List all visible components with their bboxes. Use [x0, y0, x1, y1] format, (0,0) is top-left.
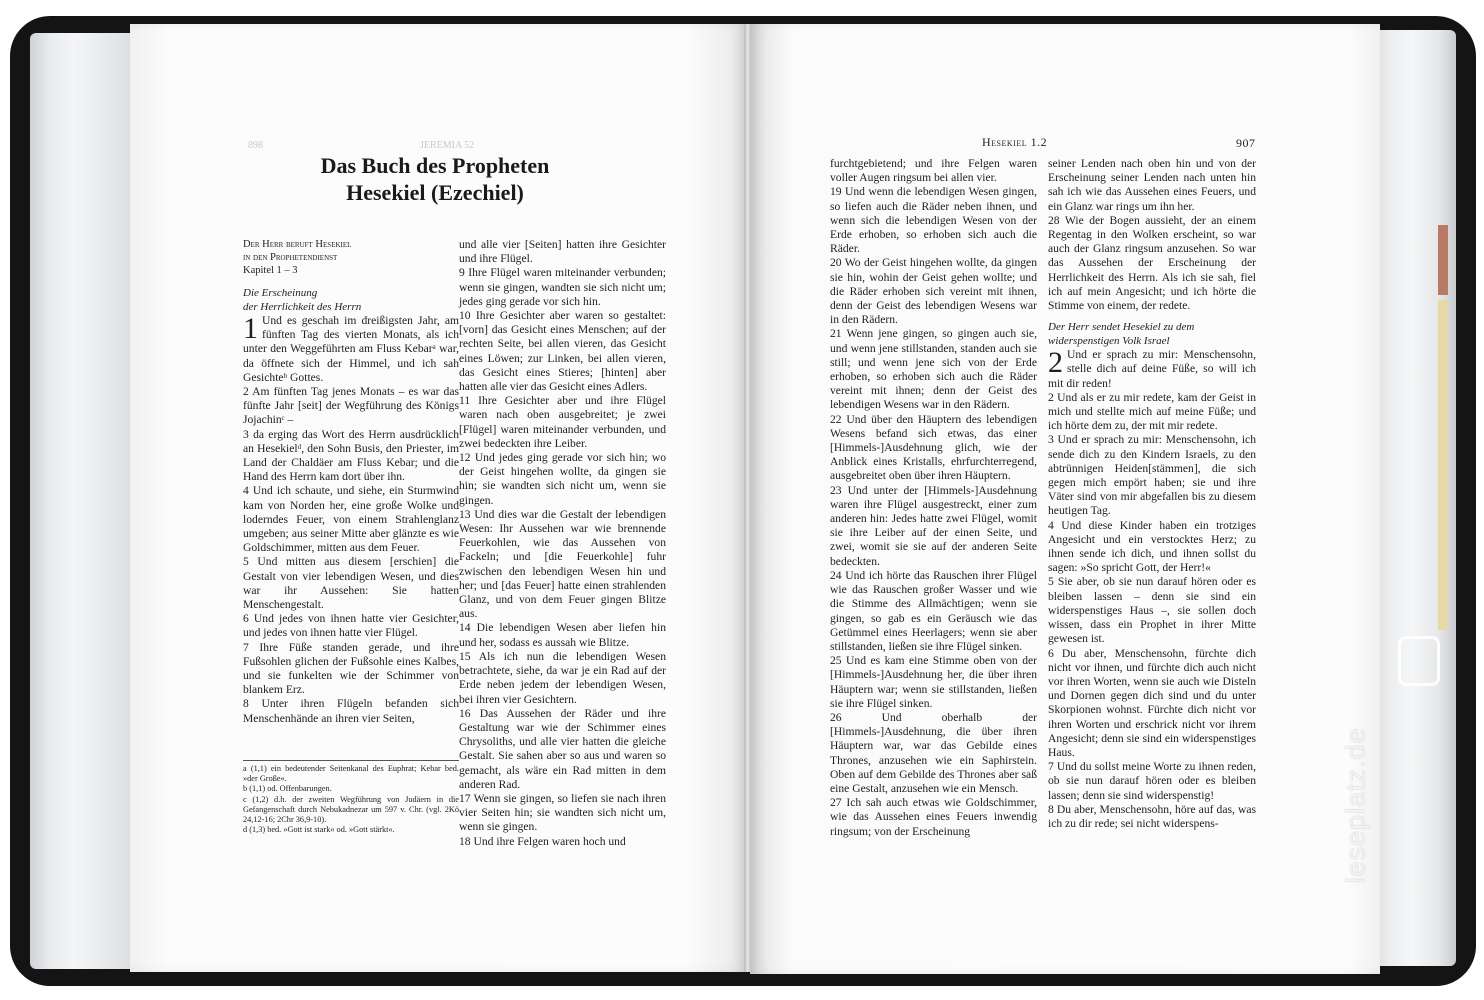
verse: 4 Und ich schaute, und siehe, ein Sturmwind kam von Norden her, eine große Wolke und loderndes Feuer, von einem Strahlenglanz umgeben; aus seiner Mitte aber glänzte es wie Goldschimmer, mitten aus dem Feuer. — [243, 484, 459, 555]
verse: 10 Ihre Gesichter aber waren so gestaltet: [vorn] das Gesicht eines Menschen; auf der rechten Seite, bei allen vieren, das Gesicht eines Löwen; zur Linken, bei allen vieren, das Gesicht eines Stieres; [hinten] aber hatten alle vier das Gesicht eines Adlers. — [459, 309, 666, 394]
footnote: a (1,1) ein bedeutender Seitenkanal des Euphrat; Kebar bed. »der Große«. — [243, 764, 459, 784]
book-title — [225, 152, 645, 206]
verse: 15 Als ich nun die lebendigen Wesen betrachtete, siehe, da war je ein Rad auf der Erde neben jedem der lebendigen Wesen, bei ihren vier Gesichtern. — [459, 649, 666, 706]
section-heading-2: in den Prophetendienst — [243, 252, 338, 263]
book-title-line2: Hesekiel (Ezechiel) — [346, 180, 524, 205]
verse: 5 Und mitten aus diesem [erschien] die Gestalt von vier lebendigen Wesen, und dies war ihr Aussehen: Sie hatten Menschengestalt. — [243, 555, 459, 612]
footnote: b (1,1) od. Offenbarungen. — [243, 784, 332, 794]
verse: 26 Und oberhalb der [Himmels-]Ausdehnung, die über ihren Häuptern war, war das Gebilde eines Thrones, anzusehen wie ein Saphirstein. Oben auf dem Gebilde des Thrones aber saß eine Gestalt, anzusehen wie ein Mensch. — [830, 710, 1037, 795]
verse: 17 Wenn sie gingen, so liefen sie nach ihren vier Seiten hin; sie wandten sich nicht um, wenn sie gingen. — [459, 791, 666, 834]
section-chapters: Kapitel 1 – 3 — [243, 265, 298, 276]
verse: 18 Und ihre Felgen waren hoch und — [459, 834, 626, 848]
subheading-line1: Der Herr sendet Hesekiel zu dem — [1048, 321, 1195, 334]
verse: 16 Das Aussehen der Räder und ihre Gestaltung war wie der Schimmer eines Chrysoliths, und alle vier hatten die gleiche Gestalt. Sie sahen aber so aus und waren so gemacht, als wäre ein Rad mitten in dem anderen Rad. — [459, 706, 666, 791]
left-page-edges — [30, 33, 140, 969]
verse: 28 Wie der Bogen aussieht, der an einem Regentag in den Wolken erscheint, so war auch der Glanz ringsum anzusehen. So war das Aussehen der Erscheinung der Herrlichkeit des Herrn. Als ich sie sah, fiel ich auf mein Angesicht; und ich hörte die Stimme von einem, der redete. — [1048, 213, 1256, 313]
verse: 24 Und ich hörte das Rauschen ihrer Flügel wie das Rauschen großer Wasser und wie die Stimme des Allmächtigen; wenn sie gingen, so gab es ein Geräusch wie das Getümmel eines Heerlagers; wenn sie aber stillstanden, ließen sie ihre Flügel sinken. — [830, 568, 1037, 653]
verse: und alle vier [Seiten] hatten ihre Gesichter und ihre Flügel. — [459, 238, 666, 266]
verse: seiner Lenden nach oben hin und von der Erscheinung seiner Lenden nach unten hin sah ich wie das Aussehen eines Feuers, und ein Glanz war rings um ihn her. — [1048, 157, 1256, 213]
verse: 20 Wo der Geist hingehen wollte, da gingen sie hin, wohin der Geist gehen wollte; und die Räder erhoben sich vereint mit ihnen, denn der Geist des lebendigen Wesens war in den Rädern. — [830, 256, 1037, 327]
chapter-number-2: 2 — [1048, 346, 1063, 380]
ghost-folio: 898 — [248, 140, 263, 151]
verse: 2 Am fünften Tag jenes Monats – es war das fünfte Jahr [seit] der Wegführung des Königs Jojachinᶜ – — [243, 385, 459, 427]
subheading-line2: widerspenstigen Volk Israel — [1048, 334, 1170, 347]
section-heading-1: Der Herr beruft Hesekiel — [243, 239, 352, 250]
right-page — [750, 24, 1380, 974]
subheading-line1: Die Erscheinung — [243, 287, 318, 299]
thumb-tab-yellow — [1438, 300, 1448, 630]
verse-text: Und er sprach zu mir: Menschensohn, stelle dich auf deine Füße, so will ich mit dir reden! — [1048, 348, 1256, 390]
verse: 7 Ihre Füße standen gerade, und ihre Fußsohlen glichen der Fußsohle eines Kalbes, und sie funkelten wie der Schimmer von blankem Erz. — [243, 640, 459, 697]
verse: 14 Die lebendigen Wesen aber liefen hin und her, sodass es aussah wie Blitze. — [459, 621, 666, 649]
verse: 8 Unter ihren Flügeln befanden sich Menschenhände an ihren vier Seiten, — [243, 697, 459, 725]
verse-2-1 — [1048, 348, 1256, 391]
right-column-1 — [830, 157, 1037, 839]
verse: 7 Und du sollst meine Worte zu ihnen reden, ob sie nun darauf hören oder es bleiben lassen; denn sie sind widerspenstig! — [1048, 760, 1256, 802]
verse: 6 Und jedes von ihnen hatte vier Gesichter, und jedes von ihnen hatte vier Flügel. — [243, 612, 459, 640]
verse: 25 Und es kam eine Stimme oben von der [Himmels-]Ausdehnung her, die über ihren Häuptern war; wenn sie stillstanden, ließen sie ihre Flügel sinken. — [830, 654, 1037, 710]
thumb-tab-red — [1438, 225, 1448, 295]
page-number: 907 — [1236, 136, 1256, 150]
ghost-running-head: JEREMIA 52 — [420, 140, 475, 151]
footnote: c (1,2) d.h. der zweiten Wegführung von Judäern in die Gefangenschaft durch Nebukadnezar um 597 v. Chr. (vgl. 2Kö 24,12-16; 2Chr 36,9-10). — [243, 794, 459, 825]
watermark — [1340, 640, 1448, 970]
verse-1 — [243, 314, 459, 385]
verse: 12 Und jedes ging gerade vor sich hin; wo der Geist hingehen wollte, da gingen sie hin; sie wandten sich nicht um, wenn sie gingen. — [459, 451, 666, 507]
left-page — [130, 24, 748, 972]
verse: 23 Und unter der [Himmels-]Ausdehnung waren ihre Flügel ausgestreckt, einer zum anderen hin: Jedes hatte zwei Flügel, womit sie ihre Leiber auf der einen Seite, und zwei, womit sie sie auf der anderen Seite bedeckten. — [830, 483, 1037, 568]
verse: 8 Du aber, Menschensohn, höre auf das, was ich zu dir rede; sei nicht widerspens- — [1048, 802, 1256, 830]
running-head: Hesekiel 1.2 — [982, 135, 1048, 149]
footnote: d (1,3) bed. »Gott ist stark« od. »Gott stärkt«. — [243, 825, 395, 835]
verse: 19 Und wenn die lebendigen Wesen gingen, so liefen auch die Räder neben ihnen, und wenn sich die lebendigen Wesen von der Erde erhoben, so erhoben sich auch die Räder. — [830, 185, 1037, 256]
watermark-text: leseplatz.de — [1340, 727, 1371, 884]
verse: 6 Du aber, Menschensohn, fürchte dich nicht vor ihnen, und fürchte dich auch nicht vor ihren Worten, wenn sie auch wie Disteln und Dornen gegen dich sind und du unter Skorpionen wohnst. Fürchte dich nicht vor ihren Worten und erschrick nicht vor ihrem Angesicht; denn sie sind ein widerspenstiges Haus. — [1048, 646, 1256, 759]
verse: 5 Sie aber, ob sie nun darauf hören oder es bleiben lassen – denn sie sind ein widerspenstiges Haus –, sie sollen doch wissen, dass ein Prophet in ihrer Mitte gewesen ist. — [1048, 575, 1256, 646]
verse: 3 da erging das Wort des Herrn ausdrücklich an Hesekielᵈ, den Sohn Busis, den Priester, im Land der Chaldäer am Fluss Kebar; und die Hand des Herrn kam dort über ihn. — [243, 427, 459, 484]
left-column-1 — [243, 238, 459, 726]
book-title-line1: Das Buch des Propheten — [320, 153, 550, 178]
left-column-2 — [459, 238, 666, 849]
verse: 22 Und über den Häuptern des lebendigen Wesens befand sich etwas, das einer [Himmels-]Ausdehnung glich, wie der Anblick eines Kristalls, ehrfurchterregend, ausgebreitet oben über ihren Häuptern. — [830, 412, 1037, 483]
verse: 27 Ich sah auch etwas wie Goldschimmer, wie das Aussehen eines Feuers inwendig ringsum; von der Erscheinung — [830, 796, 1037, 838]
subheading-vision — [243, 287, 459, 314]
verse: 4 Und diese Kinder haben ein trotziges Angesicht und ein verstocktes Herz; zu ihnen sende ich dich, und ihnen sollst du sagen: »So spricht Gott, der Herr!« — [1048, 518, 1256, 575]
right-column-2 — [1048, 157, 1256, 831]
subheading-mission — [1048, 321, 1256, 348]
footnotes — [243, 760, 459, 835]
verse: 3 Und er sprach zu mir: Menschensohn, ich sende dich zu den Kindern Israels, zu den abtrünnigen Heiden[stämmen], die sich gegen mich empört haben; sie und ihre Väter sind von mir abgefallen bis zu diesem heutigen Tag. — [1048, 433, 1256, 518]
subheading-line2: der Herrlichkeit des Herrn — [243, 300, 362, 313]
verse: 11 Ihre Gesichter aber und ihre Flügel waren nach oben ausgebreitet; je zwei [Flügel] waren miteinander verbunden, und zwei bedeckten ihre Leiber. — [459, 394, 666, 450]
verse-text: Und es geschah im dreißigsten Jahr, am fünften Tag des vierten Monats, als ich unter den Weggeführten am Fluss Kebarᵃ war, da öffnete sich der Himmel, und ich sah Gesichteᵇ Gottes. — [243, 314, 459, 384]
verse: 2 Und als er zu mir redete, kam der Geist in mich und stellte mich auf meine Füße; und ich hörte dem zu, der mit mir redete. — [1048, 390, 1256, 433]
verse: 13 Und dies war die Gestalt der lebendigen Wesen: Ihr Aussehen war wie brennende Feuerkohlen, wie das Aussehen von Fackeln; und [die Feuerkohle] fuhr zwischen den lebendigen Wesen hin und her; und [das Feuer] hatte einen strahlenden Glanz, und von dem Feuer gingen Blitze aus. — [459, 507, 666, 621]
verse: 21 Wenn jene gingen, so gingen auch sie, und wenn jene stillstanden, standen auch sie still; und wenn jene sich von der Erde erhoben, so erhoben sich auch die Räder vereint mit ihnen; denn der Geist des lebendigen Wesens war in den Rädern. — [830, 327, 1037, 412]
verse: furchtgebietend; und ihre Felgen waren voller Augen ringsum bei allen vier. — [830, 157, 1037, 185]
chapter-number-1: 1 — [243, 312, 258, 345]
verse: 9 Ihre Flügel waren miteinander verbunden; wenn sie gingen, wandten sie sich nicht um; jedes ging gerade vor sich hin. — [459, 266, 666, 308]
